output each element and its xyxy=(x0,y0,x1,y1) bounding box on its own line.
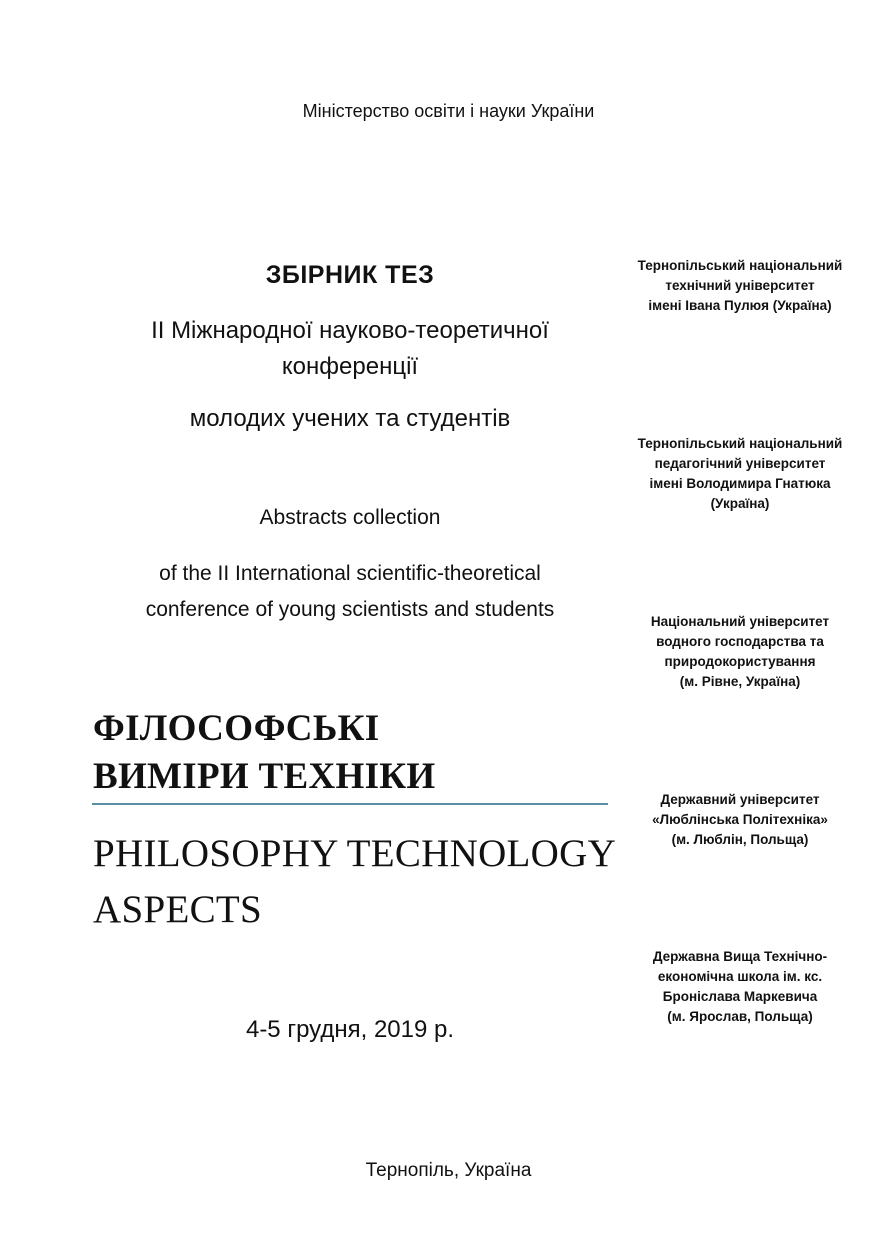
main-title-ua xyxy=(93,705,613,801)
organizer-line: водного господарства та xyxy=(656,634,824,649)
organizer-block xyxy=(620,434,860,514)
organizer-block xyxy=(620,612,860,692)
collection-title-en: Abstracts collection xyxy=(259,506,441,529)
conference-name-ua-line2: конференції xyxy=(281,353,419,380)
main-title-en-line2: ASPECTS xyxy=(93,888,262,931)
organizer-line: Державна Вища Технічно- xyxy=(652,949,828,964)
publication-city: Тернопіль, Україна xyxy=(365,1160,532,1181)
organizer-line: природокористування xyxy=(664,654,816,669)
conference-dates: 4-5 грудня, 2019 р. xyxy=(245,1016,455,1043)
organizer-line: (м. Ярослав, Польща) xyxy=(667,1009,813,1024)
organizer-block xyxy=(620,790,860,850)
main-title-en-line1: PHILOSOPHY TECHNOLOGY xyxy=(93,832,617,875)
organizer-line: імені Івана Пулюя (Україна) xyxy=(648,298,832,313)
organizer-line: Національний університет xyxy=(650,614,830,629)
organizer-line: Броніслава Маркевича xyxy=(662,989,818,1004)
organizer-line: технічний університет xyxy=(665,278,815,293)
ministry-heading: Міністерство освіти і науки України xyxy=(302,101,595,121)
organizer-line: імені Володимира Гнатюка xyxy=(649,476,831,491)
conference-name-en-line1: of the II International scientific-theoretical xyxy=(159,562,541,585)
organizer-block xyxy=(620,947,860,1027)
organizer-line: (Україна) xyxy=(710,496,770,511)
organizer-line: економічна школа ім. кс. xyxy=(657,969,823,984)
organizer-line: «Люблінська Політехніка» xyxy=(652,812,828,827)
conference-name-ua-line3: молодих учених та студентів xyxy=(189,405,511,432)
conference-name-en-line2: conference of young scientists and students xyxy=(145,598,555,621)
organizer-line: Тернопільський національний xyxy=(637,258,843,273)
main-title-ua-line2: ВИМІРИ ТЕХНІКИ xyxy=(93,756,436,797)
main-title-ua-line1: ФІЛОСОФСЬКІ xyxy=(93,708,380,749)
organizer-line: (м. Люблін, Польща) xyxy=(671,832,809,847)
collection-title-ua: ЗБІРНИК ТЕЗ xyxy=(265,261,435,289)
organizer-line: (м. Рівне, Україна) xyxy=(679,674,801,689)
conference-name-ua-line1: ІІ Міжнародної науково-теоретичної xyxy=(151,317,549,344)
organizer-line: педагогічний університет xyxy=(654,456,826,471)
title-divider xyxy=(92,803,608,805)
main-title-en xyxy=(93,826,633,938)
organizer-line: Державний університет xyxy=(660,792,820,807)
organizer-block xyxy=(620,256,860,316)
organizer-line: Тернопільський національний xyxy=(637,436,843,451)
